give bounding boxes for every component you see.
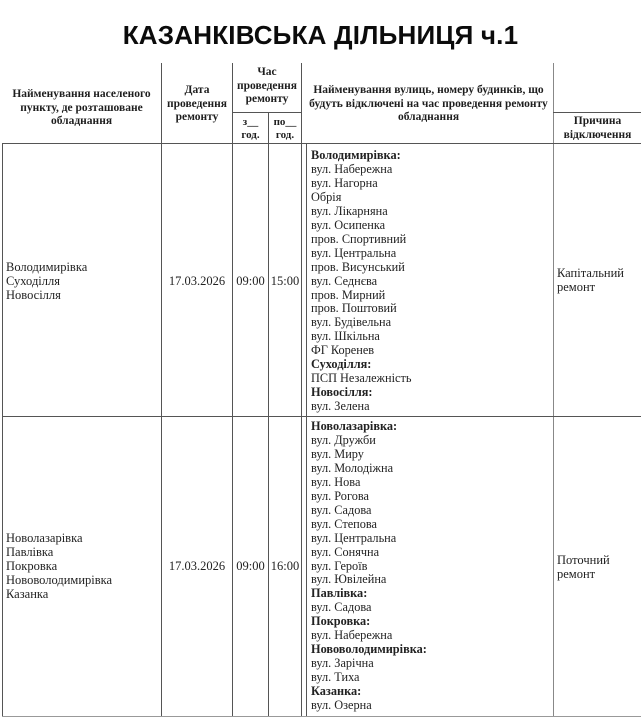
street-item: вул. Зелена: [311, 399, 370, 414]
street-item: вул. Лікарняна: [311, 203, 388, 218]
street-item: вул. Садова: [311, 502, 372, 517]
disconnection-reason: [557, 553, 641, 581]
locality-name: Павлівка: [6, 545, 54, 559]
locality-name: Казанка: [6, 587, 49, 601]
street-item: вул. Озерна: [311, 698, 372, 713]
reason-line: ремонт: [557, 280, 596, 294]
street-item: вул. Осипенка: [311, 217, 386, 232]
street-group-heading: Володимирівка:: [311, 148, 401, 162]
divider: [306, 143, 307, 717]
street-item: вул. Дружби: [311, 432, 376, 447]
locality-name: Новосілля: [6, 288, 61, 302]
street-item: вул. Нова: [311, 474, 361, 489]
street-group-heading: Новосілля:: [311, 385, 373, 400]
locality-name: Володимирівка: [6, 260, 88, 274]
row-localities: [6, 260, 160, 302]
street-item: вул. Зарічна: [311, 656, 374, 671]
header-time-from: з__ год.: [241, 116, 260, 141]
street-item: вул. Героїв: [311, 558, 368, 573]
street-item: вул. Рогова: [311, 488, 369, 503]
reason-line: ремонт: [557, 567, 596, 581]
street-item: вул. Миру: [311, 446, 364, 461]
divider: [553, 63, 554, 717]
repair-date: 17.03.2026: [168, 274, 226, 288]
street-group-heading: Казанка:: [311, 684, 362, 699]
time-to: 15:00: [270, 274, 300, 288]
street-item: вул. Седнєва: [311, 273, 378, 288]
street-item: пров. Спортивний: [311, 231, 407, 246]
street-group-heading: Нововолодимирівка:: [311, 642, 427, 657]
divider: [2, 143, 3, 717]
time-from: 09:00: [236, 559, 265, 573]
street-item: пров. Мирний: [311, 287, 386, 302]
divider: [232, 63, 233, 717]
page-title: КАЗАНКІВСЬКА ДІЛЬНИЦЯ ч.1: [122, 20, 519, 50]
street-list: [311, 149, 411, 414]
divider: [2, 416, 641, 417]
street-item: вул. Ювілейна: [311, 572, 387, 587]
street-item: вул. Центральна: [311, 245, 397, 260]
header-time: Час проведення ремонту: [236, 66, 298, 105]
reason-line: Поточний: [557, 553, 610, 567]
street-item: вул. Нагорна: [311, 175, 378, 190]
divider: [553, 112, 641, 113]
street-item: пров. Висунський: [311, 259, 405, 274]
street-list: [311, 420, 427, 713]
street-item: пров. Поштовий: [311, 301, 397, 316]
street-item: Обрія: [311, 189, 342, 204]
locality-name: Новолазарівка: [6, 531, 83, 545]
time-to: 16:00: [270, 559, 300, 573]
street-item: вул. Центральна: [311, 530, 397, 545]
repair-date: 17.03.2026: [168, 559, 226, 573]
street-group-heading: Покровка:: [311, 614, 371, 629]
street-item: ФГ Коренев: [311, 343, 375, 358]
divider: [301, 63, 302, 717]
divider: [2, 143, 641, 144]
row-localities: [6, 531, 160, 601]
street-item: вул. Степова: [311, 516, 377, 531]
street-item: вул. Тиха: [311, 670, 360, 685]
street-group-heading: Павлівка:: [311, 586, 368, 601]
divider: [232, 112, 301, 113]
disconnection-reason: [557, 266, 641, 294]
street-item: вул. Шкільна: [311, 329, 380, 344]
divider: [161, 63, 162, 717]
street-item: вул. Набережна: [311, 161, 393, 176]
street-item: вул. Сонячна: [311, 544, 380, 559]
street-item: ПСП Незалежність: [311, 371, 412, 386]
time-from: 09:00: [236, 274, 265, 288]
header-streets: Найменування вулиць, номеру будинків, що будуть відключені на час проведення ремонту обладнання: [309, 84, 548, 123]
street-item: вул. Набережна: [311, 628, 393, 643]
street-item: вул. Будівельна: [311, 315, 392, 330]
street-item: вул. Молодіжна: [311, 460, 394, 475]
divider: [268, 112, 269, 717]
header-reason: Причина відключення: [563, 115, 632, 141]
locality-name: Нововолодимирівка: [6, 573, 113, 587]
header-date: Дата проведення ремонту: [166, 84, 228, 123]
header-time-to: по__ год.: [273, 116, 297, 141]
street-group-heading: Новолазарівка:: [311, 419, 398, 433]
header-locality: Найменування населеного пункту, де розташоване обладнання: [12, 88, 151, 127]
reason-line: Капітальний: [557, 266, 624, 280]
locality-name: Суходілля: [6, 274, 60, 288]
street-item: вул. Садова: [311, 600, 372, 615]
street-group-heading: Суходілля:: [311, 357, 372, 372]
locality-name: Покровка: [6, 559, 58, 573]
